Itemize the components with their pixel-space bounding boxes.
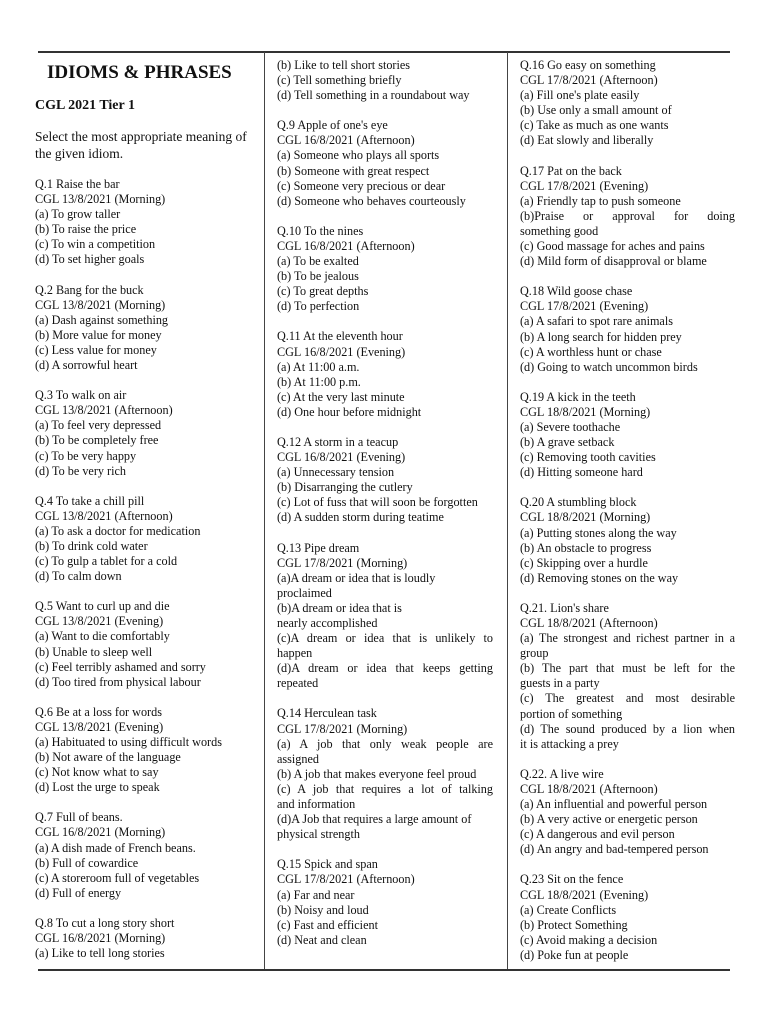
option-line: group xyxy=(520,646,549,661)
option-line: CGL 13/8/2021 (Evening) xyxy=(35,614,164,629)
question-block xyxy=(35,494,261,585)
option-line: (b)Praise or approval for doing xyxy=(520,208,735,223)
option-line: CGL 18/8/2021 (Morning) xyxy=(520,404,651,419)
option-line: (c) Someone very precious or dear xyxy=(277,178,446,193)
question-block xyxy=(520,767,735,858)
option-line: CGL 16/8/2021 (Evening) xyxy=(277,344,406,359)
option-line: (c) Good massage for aches and pains xyxy=(520,239,705,254)
option-line: physical strength xyxy=(277,827,360,842)
question-block xyxy=(277,329,493,420)
option-line: (b) Full of cowardice xyxy=(35,855,139,870)
option-line: (d) A sudden storm during teatime xyxy=(277,510,444,525)
option-line: (b) Use only a small amount of xyxy=(520,103,672,118)
option-line: (d) To perfection xyxy=(277,299,360,314)
question-line: Q.18 Wild goose chase xyxy=(520,284,633,299)
option-line: (d) Eat slowly and liberally xyxy=(520,133,654,148)
option-line: (c)A dream or idea that is unlikely to xyxy=(277,631,493,646)
option-line: (d) To calm down xyxy=(35,569,122,584)
question-line: Q.22. A live wire xyxy=(520,766,604,781)
option-line: it is attacking a prey xyxy=(520,736,619,751)
option-line: (c) The greatest and most desirable xyxy=(520,691,735,706)
option-line: (a) Fill one's plate easily xyxy=(520,88,640,103)
question-block xyxy=(277,541,493,692)
option-line: (a) Habituated to using difficult words xyxy=(35,735,222,749)
question-block xyxy=(35,916,261,961)
option-line: CGL 13/8/2021 (Morning) xyxy=(35,192,166,207)
option-line: (b) To drink cold water xyxy=(35,538,148,553)
question-block xyxy=(520,58,735,149)
option-line: (a) To be exalted xyxy=(277,254,359,269)
question-line: Q.3 To walk on air xyxy=(35,388,127,403)
question-line: Q.6 Be at a loss for words xyxy=(35,704,162,719)
option-line: CGL 13/8/2021 (Afternoon) xyxy=(35,508,173,523)
option-line: (b) At 11:00 p.m. xyxy=(277,374,361,389)
column-1 xyxy=(35,58,261,976)
option-line: (a) Create Conflicts xyxy=(520,902,617,917)
option-line: (c) Take as much as one wants xyxy=(520,118,669,133)
option-line: CGL 18/8/2021 (Afternoon) xyxy=(520,781,658,796)
option-line: CGL 16/8/2021 (Evening) xyxy=(277,450,406,465)
option-line: guests in a party xyxy=(520,676,600,691)
option-line: (c) Fast and efficient xyxy=(277,917,378,932)
option-line: (a) Unnecessary tension xyxy=(277,465,395,480)
option-line: (c) Removing tooth cavities xyxy=(520,450,656,465)
option-line: happen xyxy=(277,646,313,661)
question-line: Q.11 At the eleventh hour xyxy=(277,329,403,344)
option-line: repeated xyxy=(277,676,319,691)
option-line: CGL 16/8/2021 (Afternoon) xyxy=(277,133,415,148)
option-line: (d) To set higher goals xyxy=(35,252,145,267)
option-line: (a) A safari to spot rare animals xyxy=(520,314,673,329)
page-title: IDIOMS & PHRASES xyxy=(47,62,232,83)
option-line: CGL 18/8/2021 (Morning) xyxy=(520,510,651,525)
question-line: Q.16 Go easy on something xyxy=(520,58,656,72)
question-block xyxy=(520,284,735,375)
option-line: (d) One hour before midnight xyxy=(277,404,422,419)
question-line: Q.17 Pat on the back xyxy=(520,163,622,178)
option-line: (d)A Job that requires a large amount of xyxy=(277,812,472,827)
option-line: (a) To ask a doctor for medication xyxy=(35,523,201,538)
option-line: (a) A dish made of French beans. xyxy=(35,840,196,855)
option-line: (b) More value for money xyxy=(35,327,162,342)
option-line: (d) Mild form of disapproval or blame xyxy=(520,254,707,269)
option-line: (c) Skipping over a hurdle xyxy=(520,555,648,570)
option-line: (b) A grave setback xyxy=(520,435,615,450)
question-line: Q.5 Want to curl up and die xyxy=(35,599,170,614)
option-line: (a) Far and near xyxy=(277,887,355,902)
question-block xyxy=(520,390,735,481)
question-block xyxy=(277,58,493,103)
option-line: (d) Someone who behaves courteously xyxy=(277,193,466,208)
question-line: Q.14 Herculean task xyxy=(277,706,377,721)
question-block xyxy=(520,495,735,586)
top-rule xyxy=(38,51,730,53)
option-line: (b) Unable to sleep well xyxy=(35,644,153,659)
option-line: proclaimed xyxy=(277,585,332,600)
option-line: (b) To be jealous xyxy=(277,269,359,284)
option-line: (d) Poke fun at people xyxy=(520,947,629,962)
option-line: CGL 16/8/2021 (Morning) xyxy=(35,825,166,840)
question-line: Q.20 A stumbling block xyxy=(520,495,637,510)
option-line: (d) Too tired from physical labour xyxy=(35,674,201,689)
instructions: Select the most appropriate meaning of the given idiom. xyxy=(35,129,247,161)
option-line: (c) Not know what to say xyxy=(35,765,159,780)
option-line: (d) A sorrowful heart xyxy=(35,358,138,373)
option-line: CGL 17/8/2021 (Evening) xyxy=(520,178,649,193)
option-line: and information xyxy=(277,797,356,812)
column-divider-2 xyxy=(507,52,508,969)
question-block xyxy=(277,857,493,948)
column-3 xyxy=(520,58,735,978)
option-line: CGL 18/8/2021 (Afternoon) xyxy=(520,616,658,630)
option-line: (b) To be completely free xyxy=(35,433,159,448)
option-line: (c) Avoid making a decision xyxy=(520,932,658,947)
question-block xyxy=(277,706,493,842)
option-line: (c) To great depths xyxy=(277,284,369,299)
question-block xyxy=(35,810,261,901)
column-2 xyxy=(277,58,493,963)
question-block xyxy=(35,705,261,796)
option-line: CGL 17/8/2021 (Morning) xyxy=(277,721,408,736)
option-line: (d) Tell something in a roundabout way xyxy=(277,88,470,103)
option-line: (d) The sound produced by a lion when xyxy=(520,721,735,736)
option-line: (b) An obstacle to progress xyxy=(520,540,652,555)
option-line: (b) A job that makes everyone feel proud xyxy=(277,766,477,781)
question-block xyxy=(520,164,735,270)
option-line: CGL 17/8/2021 (Afternoon) xyxy=(277,872,415,887)
option-line: CGL 16/8/2021 (Afternoon) xyxy=(277,238,415,253)
option-line: (c) A dangerous and evil person xyxy=(520,827,675,842)
option-line: assigned xyxy=(277,751,319,766)
question-line: Q.21. Lion's share xyxy=(520,600,609,615)
question-line: Q.9 Apple of one's eye xyxy=(277,118,388,133)
option-line: (b) The part that must be left for the xyxy=(520,661,735,676)
option-line: (a) Dash against something xyxy=(35,312,169,327)
question-line: Q.8 To cut a long story short xyxy=(35,915,175,930)
option-line: (b) A long search for hidden prey xyxy=(520,329,682,344)
question-line: Q.19 A kick in the teeth xyxy=(520,389,636,404)
question-line: Q.15 Spick and span xyxy=(277,857,378,872)
option-line: (b) Disarranging the cutlery xyxy=(277,480,413,495)
question-line: Q.23 Sit on the fence xyxy=(520,872,624,887)
question-block xyxy=(520,872,735,963)
option-line: (c) A storeroom full of vegetables xyxy=(35,870,200,885)
exam-subtitle: CGL 2021 Tier 1 xyxy=(35,98,135,113)
option-line: (c) To gulp a tablet for a cold xyxy=(35,554,178,569)
option-line: (a)A dream or idea that is loudly xyxy=(277,570,436,585)
option-line: (b) Someone with great respect xyxy=(277,163,430,178)
question-block xyxy=(35,599,261,690)
option-line: (c) To be very happy xyxy=(35,448,137,463)
option-line: (b) A very active or energetic person xyxy=(520,812,698,827)
option-line: (c) At the very last minute xyxy=(277,389,405,404)
option-line: (c) Lot of fuss that will soon be forgotten xyxy=(277,495,478,510)
option-line: (a) Want to die comfortably xyxy=(35,629,170,644)
option-line: (b) To raise the price xyxy=(35,222,137,237)
question-block xyxy=(35,283,261,374)
option-line: (d) An angry and bad-tempered person xyxy=(520,842,709,857)
option-line: portion of something xyxy=(520,706,623,721)
option-line: (a) A job that only weak people are xyxy=(277,736,493,751)
option-line: (d) Neat and clean xyxy=(277,932,367,947)
option-line: (d) Full of energy xyxy=(35,885,122,900)
question-line: Q.1 Raise the bar xyxy=(35,177,120,191)
option-line: something good xyxy=(520,223,599,238)
option-line: CGL 13/8/2021 (Morning) xyxy=(35,297,166,312)
option-line: (c) To win a competition xyxy=(35,237,156,252)
question-line: Q.7 Full of beans. xyxy=(35,810,123,825)
option-line: (c) Feel terribly ashamed and sorry xyxy=(35,659,206,674)
option-line: (d) Hitting someone hard xyxy=(520,465,643,480)
option-line: (a) At 11:00 a.m. xyxy=(277,359,360,374)
option-line: CGL 17/8/2021 (Morning) xyxy=(277,555,408,570)
question-line: Q.2 Bang for the buck xyxy=(35,282,144,297)
option-line: (d) Removing stones on the way xyxy=(520,570,679,585)
option-line: (a) An influential and powerful person xyxy=(520,797,708,812)
question-line: (b) Like to tell short stories xyxy=(277,58,411,72)
question-list xyxy=(35,177,261,961)
option-line: (a) To grow taller xyxy=(35,207,121,222)
option-line: (a) Like to tell long stories xyxy=(35,946,165,961)
option-line: CGL 18/8/2021 (Evening) xyxy=(520,887,649,902)
question-line: Q.4 To take a chill pill xyxy=(35,493,145,508)
option-line: CGL 17/8/2021 (Afternoon) xyxy=(520,73,658,88)
question-block xyxy=(35,177,261,268)
option-line: (a) Severe toothache xyxy=(520,419,621,434)
option-line: (a) The strongest and richest partner in a xyxy=(520,631,735,646)
option-line: (a) Putting stones along the way xyxy=(520,525,677,540)
question-list xyxy=(277,58,493,948)
question-line: Q.13 Pipe dream xyxy=(277,540,360,555)
question-block xyxy=(520,601,735,752)
option-line: nearly accomplished xyxy=(277,616,378,630)
option-line: (d) Lost the urge to speak xyxy=(35,780,160,795)
option-line: (c) Tell something briefly xyxy=(277,73,402,88)
question-line: Q.10 To the nines xyxy=(277,223,364,238)
option-line: (b)A dream or idea that is xyxy=(277,600,402,615)
option-line: (a) Friendly tap to push someone xyxy=(520,193,681,208)
column-divider-1 xyxy=(264,52,265,969)
option-line: (c) A worthless hunt or chase xyxy=(520,344,662,359)
option-line: (a) To feel very depressed xyxy=(35,418,162,433)
option-line: (c) Less value for money xyxy=(35,342,157,357)
option-line: CGL 16/8/2021 (Morning) xyxy=(35,931,166,946)
option-line: (c) A job that requires a lot of talking xyxy=(277,781,493,796)
option-line: (b) Not aware of the language xyxy=(35,750,181,765)
option-line: (a) Someone who plays all sports xyxy=(277,148,440,163)
option-line: (d)A dream or idea that keeps getting xyxy=(277,661,493,676)
question-line: Q.12 A storm in a teacup xyxy=(277,434,399,449)
option-line: (d) Going to watch uncommon birds xyxy=(520,359,698,374)
option-line: CGL 13/8/2021 (Afternoon) xyxy=(35,403,173,418)
question-list xyxy=(520,58,735,963)
option-line: (b) Noisy and loud xyxy=(277,902,369,917)
option-line: (d) To be very rich xyxy=(35,463,126,478)
question-block xyxy=(277,118,493,209)
question-block xyxy=(277,435,493,526)
question-block xyxy=(35,388,261,479)
option-line: CGL 13/8/2021 (Evening) xyxy=(35,719,164,734)
option-line: CGL 17/8/2021 (Evening) xyxy=(520,299,649,314)
option-line: (b) Protect Something xyxy=(520,917,628,932)
question-block xyxy=(277,224,493,315)
